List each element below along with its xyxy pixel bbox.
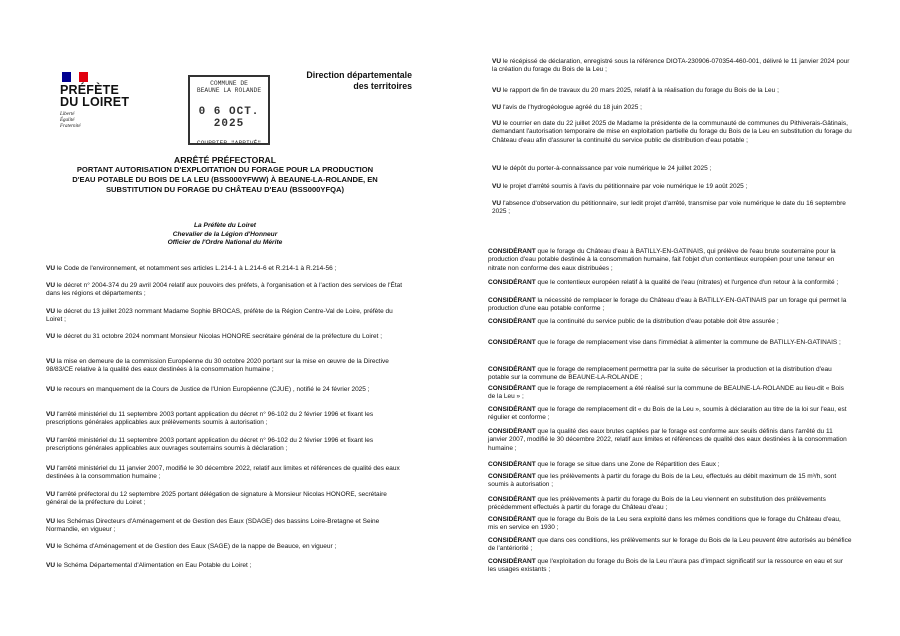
title-line1: ARRÊTÉ PRÉFECTORAL <box>173 155 277 165</box>
vu-left-text: le recours en manquement de la Cours de Justice de l'Union Européenne (CJUE) , notifié le 24 février 2025 ; <box>55 386 370 393</box>
vu-left-item <box>46 518 406 535</box>
considerant-text: que le forage de remplacement vise dans l'immédiat à alimenter la commune de BATILLY-EN-GATINAIS ; <box>535 339 841 346</box>
vu-left-keyword: VU <box>46 333 56 340</box>
vu-left-item <box>46 265 406 273</box>
considerant-keyword: CONSIDÉRANT <box>488 496 536 503</box>
title-line4: SUBSTITUTION DU FORAGE DU CHÂTEAU D'EAU (BSS000YFQA) <box>105 185 345 194</box>
vu-right-text: l'avis de l'hydrogéologue agréé du 18 juin 2025 ; <box>501 104 642 111</box>
document-title <box>55 155 395 195</box>
considerant-keyword: CONSIDÉRANT <box>488 339 536 346</box>
motto-fraternite: Fraternité <box>60 124 81 129</box>
vu-left-item <box>46 358 406 375</box>
vu-left-text: le décret du 13 juillet 2023 nommant Madame Sophie BROCAS, préfète de la Région Centre-Val de Loire, préfète du Loiret ; <box>46 308 393 324</box>
direction-header <box>282 70 412 92</box>
considerant-item <box>488 279 852 287</box>
vu-right-keyword: VU <box>492 165 502 172</box>
prefecture-name-line2: DU LOIRET <box>60 95 130 109</box>
considerant-text: que le forage se situe dans une Zone de Répartition des Eaux ; <box>535 461 720 468</box>
vu-left-item <box>46 437 406 454</box>
vu-right-keyword: VU <box>492 120 502 127</box>
vu-right-item <box>492 104 856 112</box>
considerant-text: que le forage de remplacement dit « du Bois de la Leu », soumis à déclaration au titre de la loi sur l'eau, est régulier et conforme ; <box>488 406 847 422</box>
vu-left-keyword: VU <box>46 358 56 365</box>
considerant-item <box>488 461 852 469</box>
flag-blue <box>62 72 71 82</box>
vu-right-text: l'absence d'observation du pétitionnaire, sur ledit projet d'arrêté, transmise par voie numérique le date du 16 septembre 2025 ; <box>492 200 846 216</box>
vu-left-keyword: VU <box>46 411 56 418</box>
right-page <box>450 0 900 636</box>
vu-left-text: le Code de l'environnement, et notamment ses articles L.214-1 à L.214-6 et R.214-1 à R.214-56 ; <box>55 265 337 272</box>
considerant-text: que le forage de remplacement a été réalisé sur la commune de BEAUNE-LA-ROLANDE au lieu-dit « Bois de la Leu » ; <box>488 385 844 401</box>
vu-right-text: le dépôt du porter-à-connaissance par voie numérique le 24 juillet 2025 ; <box>501 165 712 172</box>
vu-right-keyword: VU <box>492 104 502 111</box>
considerant-item <box>488 428 852 453</box>
signatory-line3: Officier de l'Ordre National du Mérite <box>167 239 283 246</box>
signatory-block <box>55 222 395 248</box>
vu-right-item <box>492 183 856 191</box>
considerant-item <box>488 537 852 554</box>
republic-motto <box>60 112 130 130</box>
vu-right-text: le courrier en date du 22 juillet 2025 de Madame la présidente de la communauté de communes du Pithiverais-Gâtinais, demandant l'autorisation temporaire de mise en exploitation partielle du forage du Bois de la Leu en substitution du forage du Château d'eau afin d'assurer la continuité du service public de distribution d'eau potable ; <box>492 120 852 144</box>
signatory-line2: Chevalier de la Légion d'Honneur <box>172 230 278 238</box>
stamp-line2: BEAUNE LA ROLANDE <box>196 87 262 94</box>
considerant-keyword: CONSIDÉRANT <box>488 248 536 255</box>
considerant-item <box>488 496 852 513</box>
reception-stamp <box>188 75 270 145</box>
considerant-keyword: CONSIDÉRANT <box>488 366 536 373</box>
vu-right-item <box>492 58 856 75</box>
vu-left-item <box>46 562 406 570</box>
considerant-keyword: CONSIDÉRANT <box>488 385 536 392</box>
considerant-text: que les prélèvements à partir du forage du Bois de la Leu, effectués au débit maximum de 15 m³/h, sont soumis à autorisation ; <box>488 473 837 489</box>
vu-right-text: le projet d'arrêté soumis à l'avis du pétitionnaire par voie numérique le 19 août 2025 ; <box>501 183 748 190</box>
vu-left-text: le décret n° 2004-374 du 29 avril 2004 relatif aux pouvoirs des préfets, à l'organisation et à l'action des services de l'État dans les régions et départements ; <box>46 282 403 298</box>
vu-left-item <box>46 386 406 394</box>
considerant-item <box>488 318 852 326</box>
considerant-item <box>488 516 852 533</box>
direction-line1: Direction départementale <box>306 70 412 80</box>
title-line3: D'EAU POTABLE DU BOIS DE LA LEU (BSS000YFWW) À BEAUNE-LA-ROLANDE, EN <box>72 175 378 184</box>
vu-left-text: le décret du 31 octobre 2024 nommant Monsieur Nicolas HONORE secrétaire général de la préfecture du Loiret ; <box>55 333 383 340</box>
considerant-item <box>488 366 852 383</box>
considerant-keyword: CONSIDÉRANT <box>488 537 536 544</box>
vu-right-keyword: VU <box>492 183 502 190</box>
considerant-text: que la qualité des eaux brutes captées par le forage est conforme aux seuils définis dans l'arrêté du 11 janvier 2007, modifié le 30 décembre 2022, relatif aux limites et références de qualité des eaux destinées à la consommation humaine ; <box>488 428 847 452</box>
vu-right-item <box>492 120 856 145</box>
signatory-line1: La Préfète du Loiret <box>194 222 256 229</box>
considerant-keyword: CONSIDÉRANT <box>488 516 536 523</box>
considerant-item <box>488 248 852 273</box>
considerant-item <box>488 385 852 402</box>
motto-egalite: Égalité <box>60 118 75 123</box>
considerant-keyword: CONSIDÉRANT <box>488 406 536 413</box>
vu-left-keyword: VU <box>46 282 56 289</box>
considerant-text: que la continuité du service public de la distribution d'eau potable doit être assurée ; <box>535 318 779 325</box>
prefecture-logo <box>60 72 130 130</box>
vu-left-keyword: VU <box>46 518 56 525</box>
considerant-keyword: CONSIDÉRANT <box>488 461 536 468</box>
vu-left-text: l'arrêté ministériel du 11 janvier 2007, modifié le 30 décembre 2022, relatif aux limites et références de qualité des eaux destinées à la consommation humaine ; <box>46 465 400 481</box>
vu-right-item <box>492 165 856 173</box>
considerant-item <box>488 558 852 575</box>
vu-right-keyword: VU <box>492 87 502 94</box>
vu-left-item <box>46 333 406 341</box>
direction-line2: des territoires <box>353 81 412 91</box>
vu-left-text: les Schémas Directeurs d'Aménagement et de Gestion des Eaux (SDAGE) des bassins Loire-Bretagne et Seine Normandie, en vigueur ; <box>46 518 380 534</box>
title-line2: PORTANT AUTORISATION D'EXPLOITATION DU FORAGE POUR LA PRODUCTION <box>76 165 374 174</box>
vu-right-item <box>492 200 856 217</box>
prefecture-name-line1: PRÉFÈTE <box>60 83 120 97</box>
considerant-text: que l'exploitation du forage du Bois de la Leu n'aura pas d'impact significatif sur la ressource en eau et sur les usages existants ; <box>488 558 843 574</box>
vu-left-keyword: VU <box>46 386 56 393</box>
vu-right-text: le rapport de fin de travaux du 20 mars 2025, relatif à la réalisation du forage du Bois de la Leu ; <box>501 87 779 94</box>
stamp-line1: COMMUNE DE <box>210 80 248 87</box>
vu-left-item <box>46 465 406 482</box>
flag-white <box>71 72 80 82</box>
marianne-flag-icon <box>62 72 88 82</box>
considerant-keyword: CONSIDÉRANT <box>488 279 536 286</box>
motto-liberte: Liberté <box>60 112 75 117</box>
vu-left-item <box>46 411 406 428</box>
vu-left-keyword: VU <box>46 437 56 444</box>
considerant-keyword: CONSIDÉRANT <box>488 428 536 435</box>
vu-right-item <box>492 87 856 95</box>
considerant-text: que dans ces conditions, les prélèvements sur le forage du Bois de la Leu peuvent être autorisés au bénéfice de l'antériorité ; <box>488 537 852 553</box>
considerant-item <box>488 473 852 490</box>
vu-left-text: l'arrêté ministériel du 11 septembre 2003 portant application du décret n° 96-102 du 2 février 1996 et fixant les prescriptions générales applicables aux ouvrages souterrains soumis à déclaration ; <box>46 437 374 453</box>
vu-right-keyword: VU <box>492 58 502 65</box>
vu-left-item <box>46 282 406 299</box>
considerant-keyword: CONSIDÉRANT <box>488 473 536 480</box>
considerant-keyword: CONSIDÉRANT <box>488 558 536 565</box>
considerant-item <box>488 339 852 347</box>
considerant-text: que le forage du Bois de la Leu sera exploité dans les mêmes conditions que le forage du Château d'eau, mis en service en 1930 ; <box>488 516 841 532</box>
vu-left-keyword: VU <box>46 465 56 472</box>
vu-left-text: le Schéma Départemental d'Alimentation en Eau Potable du Loiret ; <box>55 562 252 569</box>
stamp-line3: COURRIER "ARRIVÉ" <box>196 140 262 147</box>
vu-right-keyword: VU <box>492 200 502 207</box>
vu-left-text: l'arrêté ministériel du 11 septembre 2003 portant application du décret n° 96-102 du 2 février 1996 et fixant les prescriptions générales applicables aux prélèvements soumis à autorisation ; <box>46 411 374 427</box>
considerant-text: la nécessité de remplacer le forage du Château d'eau à BATILLY-EN-GATINAIS par un forage qui permet la production d'une eau potable conforme ; <box>488 297 847 313</box>
vu-left-text: l'arrêté préfectoral du 12 septembre 2025 portant délégation de signature à Monsieur Nicolas HONORE, secrétaire général de la préfecture du Loiret ; <box>46 491 387 507</box>
vu-left-item <box>46 543 406 551</box>
vu-left-keyword: VU <box>46 491 56 498</box>
vu-left-text: la mise en demeure de la commission Européenne du 30 octobre 2020 portant sur la mise en œuvre de la Directive 98/83/CE relative à la qualité des eaux destinées à la consommation humaine ; <box>46 358 389 374</box>
considerant-item <box>488 406 852 423</box>
vu-left-keyword: VU <box>46 308 56 315</box>
vu-left-keyword: VU <box>46 562 56 569</box>
considerant-text: que le forage du Château d'eau à BATILLY-EN-GATINAIS, qui prélève de l'eau brute souterraine pour la production d'eau potable destinée à la consommation humaine, fait l'objet d'un contentieux européen pour une teneur en nitrate non conforme des eaux distribuées ; <box>488 248 836 272</box>
considerant-text: que le contentieux européen relatif à la qualité de l'eau (nitrates) et l'urgence d'un retour à la conformité ; <box>535 279 839 286</box>
vu-left-item <box>46 308 406 325</box>
vu-left-item <box>46 491 406 508</box>
considerant-text: que le forage de remplacement permettra par la suite de sécuriser la production et la distribution d'eau potable sur la commune de BEAUNE-LA-ROLANDE ; <box>488 366 832 382</box>
stamp-date: 0 6 OCT. 2025 <box>198 106 260 130</box>
vu-left-text: le Schéma d'Aménagement et de Gestion des Eaux (SAGE) de la nappe de Beauce, en vigueur ; <box>55 543 337 550</box>
considerant-keyword: CONSIDÉRANT <box>488 318 536 325</box>
vu-left-keyword: VU <box>46 265 56 272</box>
vu-left-keyword: VU <box>46 543 56 550</box>
considerant-keyword: CONSIDÉRANT <box>488 297 536 304</box>
considerant-item <box>488 297 852 314</box>
vu-right-text: le récépissé de déclaration, enregistré sous la référence DIOTA-230906-070354-460-001, délivré le 11 janvier 2024 pour la création du forage du Bois de la Leu ; <box>492 58 850 74</box>
considerant-text: que les prélèvements à partir du forage du Bois de la Leu viennent en substitution des prélèvements précédemment effectués à partir du forage du Château d'eau ; <box>488 496 826 512</box>
flag-red <box>79 72 88 82</box>
